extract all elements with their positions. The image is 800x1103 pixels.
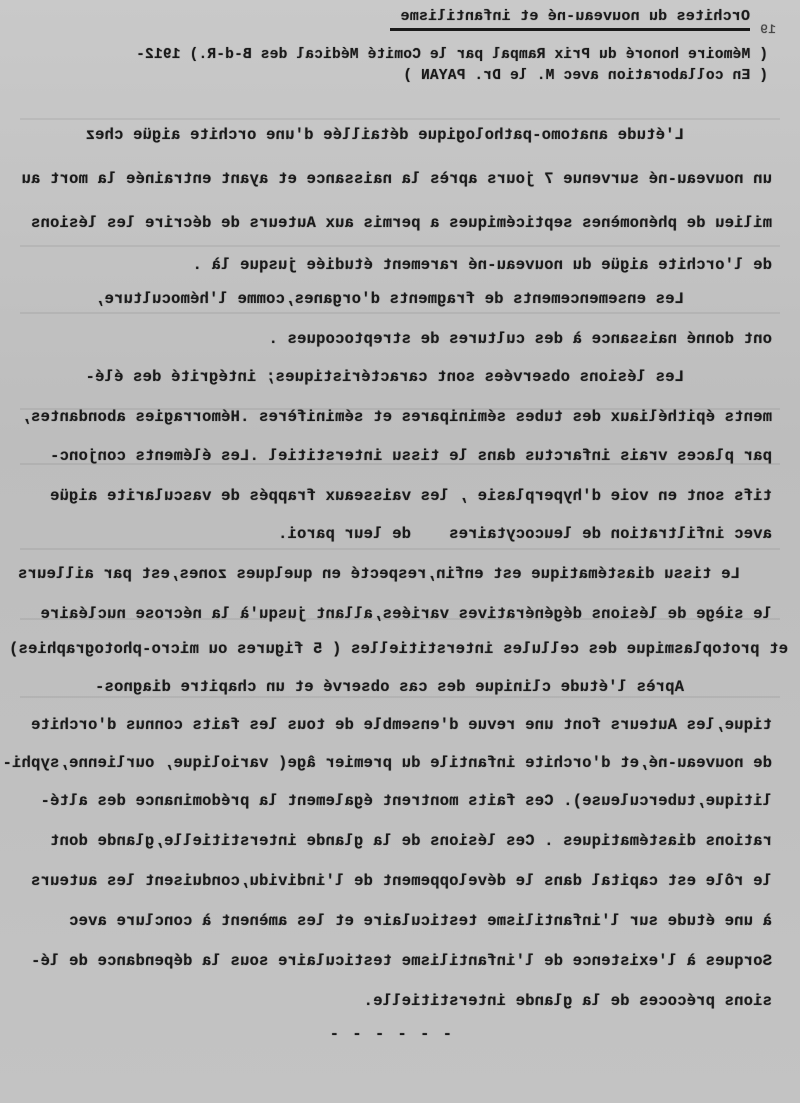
body-line: tifs sont en voie d'hyperplasie , les vaisseaux frappés de vascularite aigüe xyxy=(49,487,772,505)
body-line: par places vrais infarctus dans le tissu interstitiel .Les éléments conjonc- xyxy=(49,447,772,465)
body-line: rations diastématiques . Ces lésions de la glande interstitielle,glande dont xyxy=(49,832,772,850)
body-line: de l'orchite aigüe du nouveau-né rarement étudiée jusque là . xyxy=(192,256,772,274)
body-line: litique,tuberculeuse). Ces faits montrent également la prédominance des alté- xyxy=(40,792,772,810)
page-number: 19 xyxy=(759,22,776,37)
collaboration-note: ( En collaboration avec M. le Dr. PAYAN ) xyxy=(403,68,768,84)
body-line: sions précoces de la glande interstitielle. xyxy=(363,992,772,1010)
body-line: le rôle est capital dans le développement de l'individu,conduisent les auteurs xyxy=(30,872,772,890)
body-line: Après l'étude clinique des cas observé et un chapitre diagnos- xyxy=(94,678,684,696)
body-line: ments épithéliaux des tubes séminipares et séminifères .Hémorragies abondantes, xyxy=(21,408,772,426)
body-line: L'étude anatomo-pathologique détaillée d'une orchite aigüe chez xyxy=(85,126,684,144)
body-line: tique,les Auteurs font une revue d'ensemble de tous les faits connus d'orchite xyxy=(30,716,772,734)
body-line: Les lésions observées sont caractéristiques; intégrité des élé- xyxy=(85,368,684,386)
body-line: Sorques à l'existence de l'infantilisme testiculaire sous la dépendance de lé- xyxy=(30,952,772,970)
page-title: Orchites du nouveau-né et infantilisme xyxy=(400,8,750,25)
body-line: ont donné naissance à des cultures de streptocoques . xyxy=(268,330,772,348)
body-line: le siège de lésions dégénératives variées,allant jusqu'à la nécrose nucléaire xyxy=(40,605,772,623)
body-line: milieu de phénomènes septicémiques a permis aux Auteurs de décrire les lésions xyxy=(30,214,772,232)
body-line: de nouveau-né,et d'orchite infantile du premier âge( variolique, ourlienne,syphi- xyxy=(2,754,772,772)
award-note: ( Mémoire honoré du Prix Rampal par le Comité Médical des B-d-R.) 1912- xyxy=(135,47,768,63)
body-line: à une étude sur l'infantilisme testiculaire et les amènent à conclure avec xyxy=(68,912,772,930)
body-line: un nouveau-né survenue 7 jours après la naissance et ayant entrainée la mort au xyxy=(21,170,772,188)
body-line: et protoplasmique des cellules interstitielles ( 5 figures ou micro-photographies) xyxy=(8,640,788,658)
body-line: Les ensemencements de fragments d'organes,comme l'hémoculture, xyxy=(94,290,684,308)
body-line: Le tissu diastématique est enfin,respecté en quelques zones,est par ailleurs xyxy=(17,565,740,583)
body-line: avec infiltration de leucocytaires de leur paroi. xyxy=(277,525,772,543)
title-underline xyxy=(390,28,750,31)
closing-dashes: - - - - - - xyxy=(327,1025,452,1043)
